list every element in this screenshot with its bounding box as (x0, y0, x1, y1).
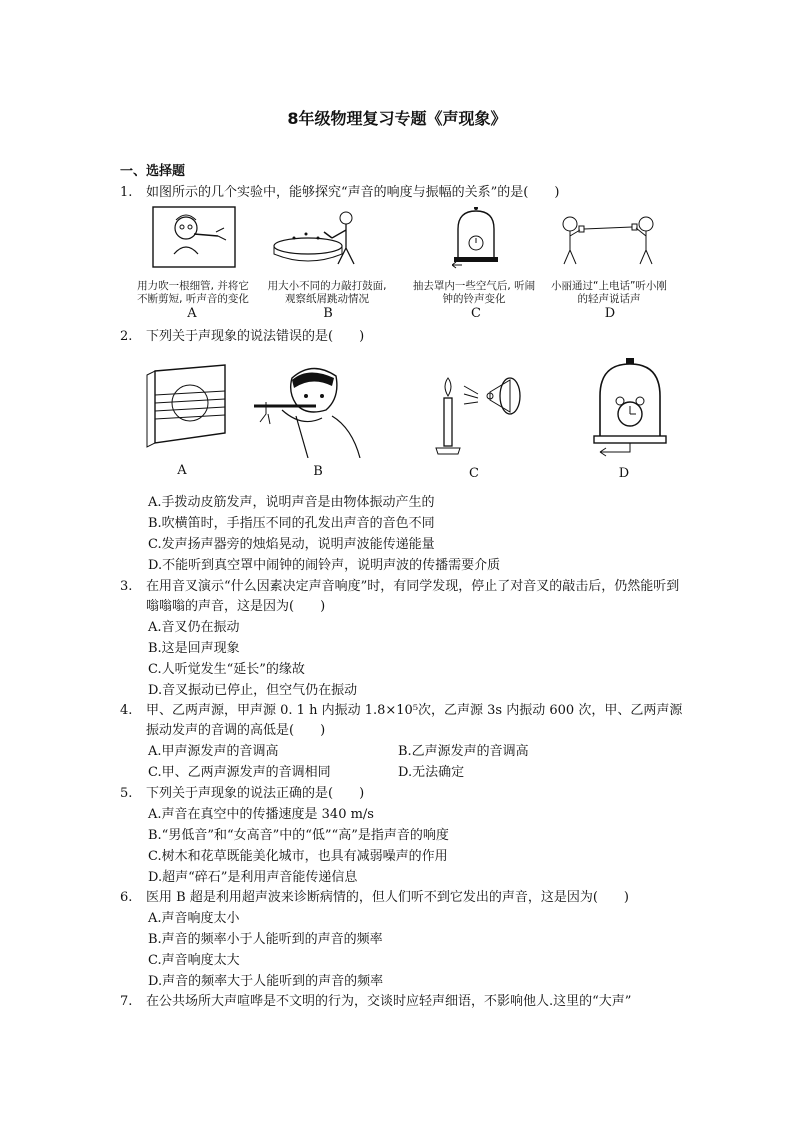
q2-figure-b-flute-player (252, 358, 364, 458)
q5-option-b: B.“男低音”和“女高音”中的“低”“高”是指声音的响度 (148, 828, 449, 843)
q2-figure-a-rubber-band-box (145, 363, 231, 449)
q5-option-a: A.声音在真空中的传播速度是 340 m/s (148, 807, 374, 822)
q1-label-b: B (323, 306, 333, 321)
q5-option-c: C.树木和花草既能美化城市，也具有减弱噪声的作用 (148, 849, 448, 864)
q3-option-b: B.这是回声现象 (148, 641, 240, 656)
q2-figure-c-candle-speaker (434, 368, 524, 458)
q2-label-c: C (469, 466, 479, 481)
q2-label-a: A (177, 463, 187, 478)
question-text: 如图所示的几个实验中，能够探究“声音的响度与振幅的关系”的是( ) (146, 185, 560, 200)
q1-figure-d-illustration (556, 212, 660, 266)
q6-option-b: B.声音的频率小于人能听到的声音的频率 (148, 932, 383, 947)
question-number: 5. (120, 786, 133, 801)
q6-option-c: C.声音响度太大 (148, 953, 240, 968)
q3-option-a: A.音叉仍在振动 (148, 620, 240, 635)
question-number: 3. (120, 579, 133, 594)
question-text: 在用音叉演示“什么因素决定声音响度”时，有同学发现，停止了对音叉的敲击后，仍然能听到嗡嗡嗡的声音，这是因为( ) (146, 579, 680, 614)
page-title: 8年级物理复习专题《声现象》 (287, 109, 507, 128)
q4-option-c: C.甲、乙两声源发声的音调相同 (148, 765, 331, 780)
q1-figure-a-illustration (152, 206, 236, 268)
q1-caption-c: 抽去罩内一些空气后, 听闹钟的铃声变化 (412, 280, 536, 305)
question-number: 6. (120, 890, 133, 905)
q1-caption-a: 用力吹一根细管, 并将它不断剪短, 听声音的变化 (137, 280, 249, 305)
q2-label-d: D (618, 466, 630, 481)
section-heading: 一、选择题 (120, 164, 186, 179)
q2-option-c: C.发声扬声器旁的烛焰晃动，说明声波能传递能量 (148, 537, 435, 552)
question-text: 甲、乙两声源，甲声源 0. 1 h 内振动 1.8×10⁵次，乙声源 3s 内振动 600 次，甲、乙两声源振动发声的音调的高低是( ) (146, 703, 683, 738)
question-number: 4. (120, 703, 133, 718)
q2-figure-d-bell-jar (592, 356, 668, 460)
q1-caption-b: 用大小不同的力敲打鼓面, 观察纸屑跳动情况 (267, 280, 387, 305)
question-text: 在公共场所大声喧哗是不文明的行为，交谈时应轻声细语，不影响他人.这里的“大声” (146, 994, 632, 1009)
q1-figure-c-illustration (452, 207, 500, 269)
q1-label-d: D (604, 306, 616, 321)
q1-label-a: A (187, 306, 197, 321)
q3-option-c: C.人听觉发生“延长”的缘故 (148, 662, 305, 677)
q3-option-d: D.音叉振动已停止，但空气仍在振动 (148, 683, 358, 698)
q1-figure-b-illustration (270, 208, 362, 268)
question-text: 下列关于声现象的说法正确的是( ) (146, 786, 365, 801)
q6-option-a: A.声音响度太小 (148, 911, 240, 926)
question-number: 7. (120, 994, 133, 1009)
q2-label-b: B (313, 464, 323, 479)
q2-option-b: B.吹横笛时，手指压不同的孔发出声音的音色不同 (148, 516, 435, 531)
question-number: 1. (120, 185, 133, 200)
q1-caption-d: 小丽通过“上电话”听小刚的轻声说话声 (551, 280, 667, 305)
question-text: 下列关于声现象的说法错误的是( ) (146, 329, 365, 344)
question-number: 2. (120, 329, 133, 344)
q6-option-d: D.声音的频率大于人能听到的声音的频率 (148, 974, 384, 989)
q1-label-c: C (471, 306, 481, 321)
q4-option-a: A.甲声源发声的音调高 (148, 744, 279, 759)
q4-option-b: B.乙声源发声的音调高 (398, 744, 529, 759)
q4-option-d: D.无法确定 (398, 765, 465, 780)
q2-option-a: A.手拨动皮筋发声，说明声音是由物体振动产生的 (148, 495, 435, 510)
question-text: 医用 B 超是利用超声波来诊断病情的，但人们听不到它发出的声音，这是因为( ) (146, 890, 629, 905)
q5-option-d: D.超声“碎石”是利用声音能传递信息 (148, 870, 358, 885)
q2-option-d: D.不能听到真空罩中闹钟的闹铃声，说明声波的传播需要介质 (148, 558, 501, 573)
